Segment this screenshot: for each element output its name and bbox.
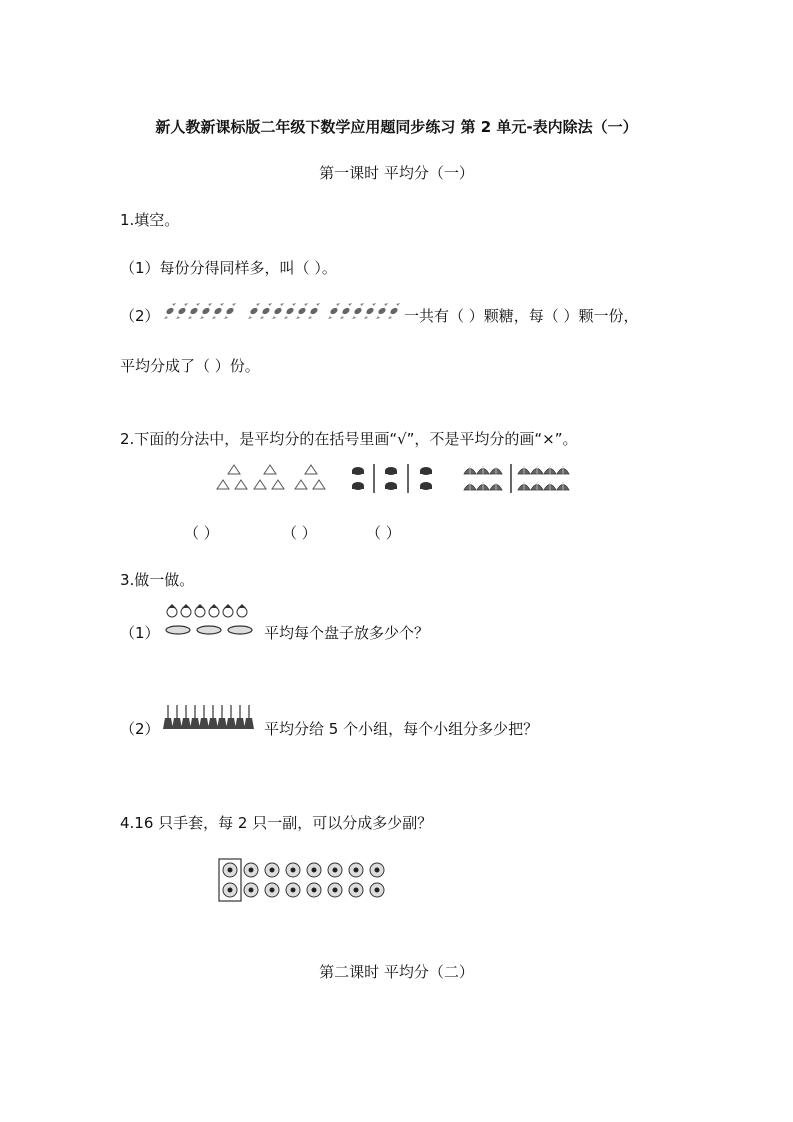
document-title: 新人教新课标版二年级下数学应用题同步练习 第 2 单元-表内除法（一）: [155, 118, 638, 136]
answer-paren-3[interactable]: （ ）: [366, 524, 401, 542]
answer-paren-1[interactable]: （ ）: [184, 524, 219, 542]
question-3-part-2-prefix: （2）: [120, 720, 160, 738]
pots-grouping: [346, 462, 441, 494]
lesson-1-heading: 第一课时 平均分（一）: [319, 164, 474, 182]
question-1-part-1: （1）每份分得同样多，叫（ ）。: [120, 259, 337, 277]
question-1-heading: 1.填空。: [120, 211, 180, 229]
brooms-illustration: [162, 704, 254, 732]
question-3-part-1-text: 平均每个盘子放多少个？: [264, 624, 430, 642]
candies-illustration: [164, 299, 404, 323]
question-1-part-2-text: 一共有（ ）颗糖，每（ ）颗一份，: [404, 307, 639, 325]
lesson-2-heading: 第二课时 平均分（二）: [319, 963, 474, 981]
question-4-heading: 4.16 只手套，每 2 只一副，可以分成多少副？: [120, 814, 433, 832]
dumplings-and-plates-illustration: [164, 600, 256, 642]
question-1-part-2-prefix: （2）: [120, 307, 160, 325]
question-3-part-1-prefix: （1）: [120, 624, 160, 642]
gloves-illustration: [218, 857, 388, 903]
answer-paren-2[interactable]: （ ）: [282, 524, 317, 542]
question-3-part-2-text: 平均分给 5 个小组，每个小组分多少把？: [264, 720, 539, 738]
melons-grouping: [460, 462, 580, 494]
question-1-part-2-continued: 平均分成了（ ）份。: [120, 357, 260, 375]
question-3-heading: 3.做一做。: [120, 571, 195, 589]
triangles-grouping: [214, 462, 329, 494]
question-2-heading: 2.下面的分法中，是平均分的在括号里画“√”，不是平均分的画“×”。: [120, 430, 578, 448]
